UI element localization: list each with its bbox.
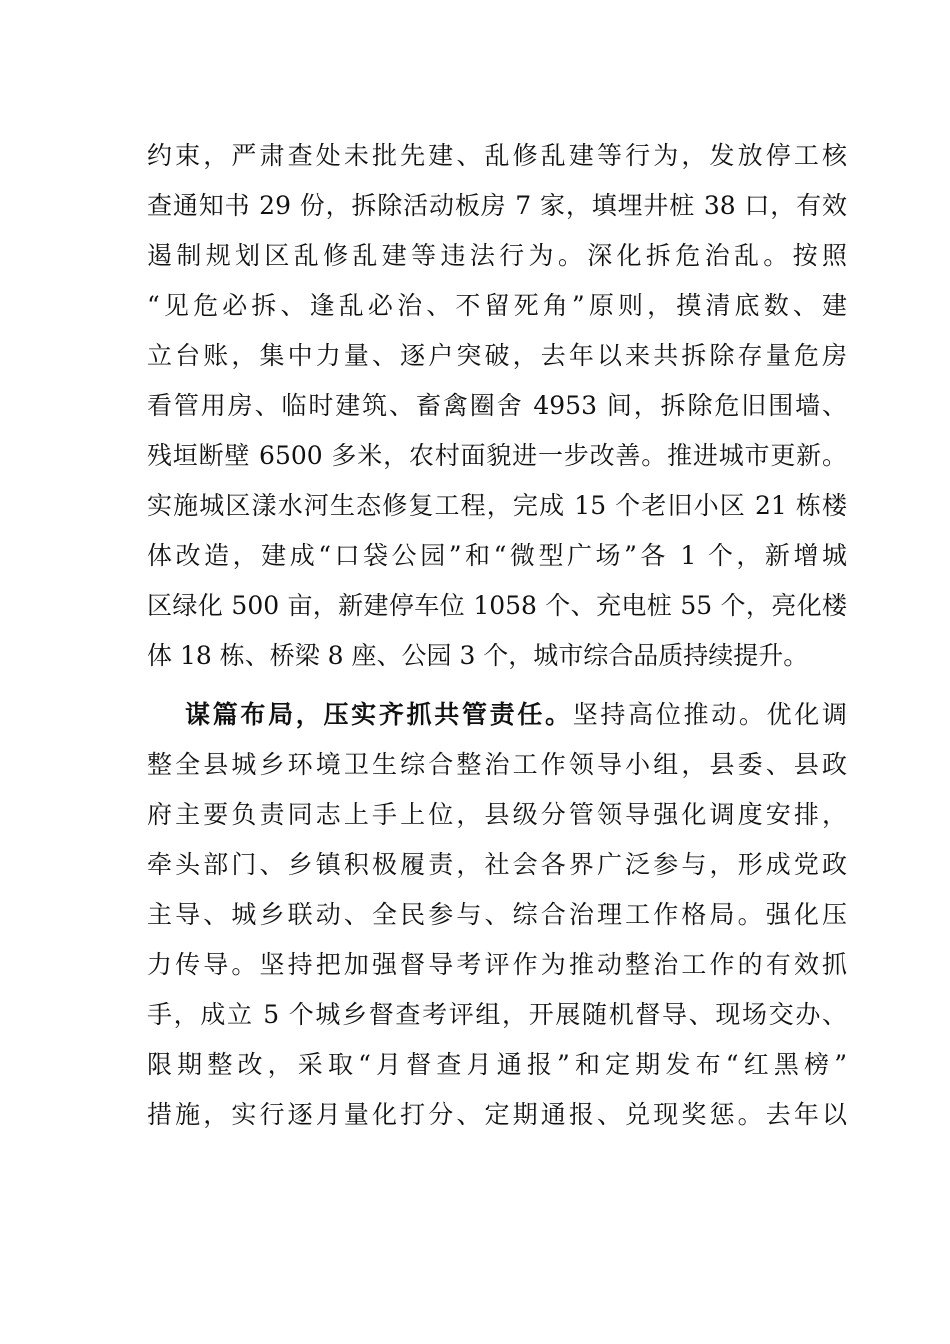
paragraph-line: 整全县城乡环境卫生综合整治工作领导小组，县委、县政 xyxy=(147,750,847,779)
paragraph-first-line xyxy=(147,690,847,740)
paragraph-line: “见危必拆、逢乱必治、不留死角”原则，摸清底数、建 xyxy=(147,291,847,320)
paragraph-line: 查通知书 29 份，拆除活动板房 7 家，填埋井桩 38 口，有效 xyxy=(147,191,847,220)
paragraph-2 xyxy=(147,690,847,1140)
paragraph-line: 措施，实行逐月量化打分、定期通报、兑现奖惩。去年以 xyxy=(147,1100,847,1129)
paragraph-line: 实施城区漾水河生态修复工程，完成 15 个老旧小区 21 栋楼 xyxy=(147,491,847,520)
paragraph-line: 手，成立 5 个城乡督查考评组，开展随机督导、现场交办、 xyxy=(147,1000,847,1029)
paragraph-line: 限期整改，采取“月督查月通报”和定期发布“红黑榜” xyxy=(147,1050,847,1079)
paragraph-line: 体 18 栋、桥梁 8 座、公园 3 个，城市综合品质持续提升。 xyxy=(147,641,809,670)
paragraph-line: 立台账，集中力量、逐户突破，去年以来共拆除存量危房 xyxy=(147,341,847,370)
paragraph-line: 遏制规划区乱修乱建等违法行为。深化拆危治乱。按照 xyxy=(147,241,847,270)
section-heading: 谋篇布局，压实齐抓共管责任。 xyxy=(185,700,573,729)
paragraph-line: 区绿化 500 亩，新建停车位 1058 个、充电桩 55 个，亮化楼 xyxy=(147,591,847,620)
paragraph-line: 府主要负责同志上手上位，县级分管领导强化调度安排， xyxy=(147,800,847,829)
paragraph-1 xyxy=(147,131,847,681)
paragraph-line: 约束，严肃查处未批先建、乱修乱建等行为，发放停工核 xyxy=(147,141,847,170)
paragraph-line: 牵头部门、乡镇积极履责，社会各界广泛参与，形成党政 xyxy=(147,850,847,879)
paragraph-line: 残垣断壁 6500 多米，农村面貌进一步改善。推进城市更新。 xyxy=(147,441,847,470)
paragraph-line: 看管用房、临时建筑、畜禽圈舍 4953 间，拆除危旧围墙、 xyxy=(147,391,847,420)
heading-line-rest: 坚持高位推动。优化调 xyxy=(572,700,847,729)
paragraph-line: 体改造，建成“口袋公园”和“微型广场”各 1 个，新增城 xyxy=(147,541,847,570)
paragraph-line: 力传导。坚持把加强督导考评作为推动整治工作的有效抓 xyxy=(147,950,847,979)
paragraph-line: 主导、城乡联动、全民参与、综合治理工作格局。强化压 xyxy=(147,900,847,929)
